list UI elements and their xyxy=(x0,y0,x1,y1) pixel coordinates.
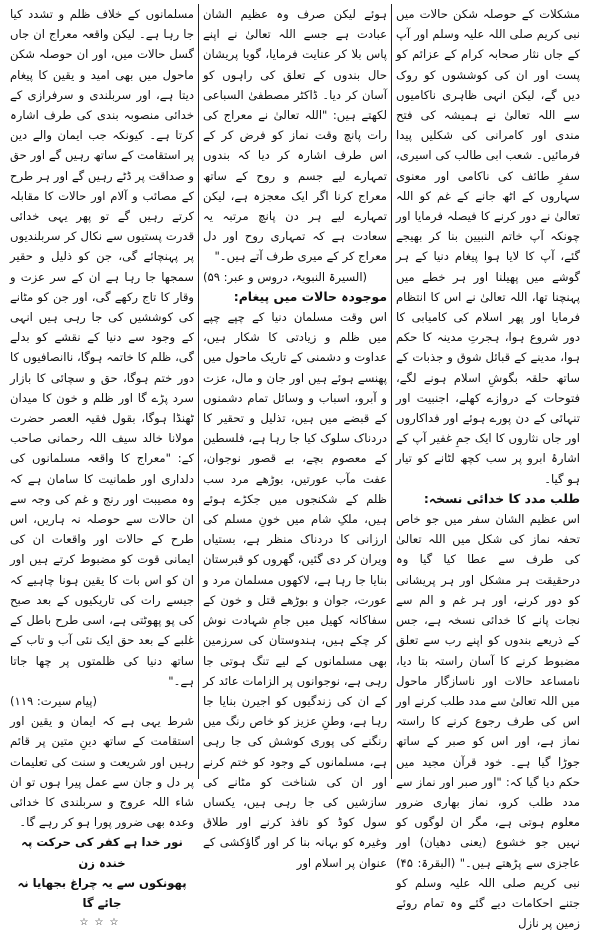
left-paragraph-2: شرط یہی ہے کہ ایمان و یقین اور استقامت کے ساتھ دینِ متین پر قائم رہیں اور شریعت و سنت کی تعلیمات پر دل و جان سے عمل پیرا ہوں تو ان شاء اللہ عروج و سربلندی کا خدائی وعدہ بھی ضرور پورا ہو کر رہے گا۔ xyxy=(10,714,194,830)
column-left xyxy=(6,4,198,929)
right-paragraph-1: مشکلات کے حوصلہ شکن حالات میں نبی کریم صلی اللہ علیہ وسلم اور آپ کے جاں نثار صحابہ کرام کے عزائم کو پست اور ان کی کوششوں کو روک دیں گے، لیکن انہی ظاہری ناکامیوں سے اللہ تعالیٰ نے ہمیشہ کی فتح مندی اور کامرانی کی شکلیں پیدا فرمائیں۔ شعب ابی طالب کی اسیری، سفرِ طائف کی ناکامی اور معنوی سہاروں کے اٹھ جانے کے غم کو اللہ تعالیٰ نے دور کرنے کا فیصلہ فرمایا اور چونکہ آپ خاتم النبیین بنا کر بھیجے گئے، آپ کا لایا ہوا پیغام دنیا کے ہر گوشے میں پھیلنا اور ہر خطے میں پہنچنا تھا، اللہ تعالیٰ نے اس کا انتظام فرمایا اور پھر اسلام کی کامیابی کا دور شروع ہوا، ہجرتِ مدینہ کا حکم ہوا، مدینے کے قبائل شوق و جذبات کے ساتھ حلقہ بگوشِ اسلام ہونے لگے، فتوحات کے دروازے کھلے، اجنبیت اور تنہائی کے دن پورے ہوئے اور فداکاروں اور جاں نثاروں کا ایک جمِ غفیر آپ کے اشارۂ ابرو پر سب کچھ لٹانے کو تیار ہو گیا۔ xyxy=(396,7,580,486)
left-paragraph-1: مسلمانوں کے خلاف ظلم و تشدد کیا جا رہا ہے۔ لیکن واقعہ معراج ان جاں گسل حالات میں، اور ان حوصلہ شکن ماحول میں بھی امید و یقین کا پیغام دیتا ہے، اور سربلندی و سرفرازی کے خدائی منصوبہ بندی کی طرف اشارہ کرتا ہے۔ کیونکہ جب ایمان والے دین پر استقامت کے ساتھ رہیں گے اور حق و صداقت پر ڈٹے رہیں گے اور ہر طرح کے مصائب و آلام اور حالات کا مقابلہ کرتے رہیں گے تو پھر یہی خدائی قدرت پستیوں سے نکال کر سربلندیوں پر پہنچائے گی، جن کو ذلیل و حقیر سمجھا جا رہا ہے ان کے سر عزت و وقار کا تاج رکھے گی، اور جن کو مٹانے کی کوششیں کی جا رہی ہیں انہی کے وجود سے دنیا کے نقشے کو بدلے گی، ظلم کا خاتمہ ہوگا، ناانصافیوں کا دور ختم ہوگا، حق و سچائی کا بازار سرد پڑے گا اور ظلم و خون کا میدان ٹھنڈا ہوگا، بقول فقیہ العصر حضرت مولانا خالد سیف اللہ رحمانی صاحب کے: "معراج کا واقعہ مسلمانوں کی دلداری اور طمانیت کا سامان ہے کہ وہ مصیبت اور رنج و غم کی وجہ سے ان حالات سے حوصلہ نہ ہاریں، اس طرح کے حالات اور واقعات ان کی ایمانی قوت کو مضبوط کرتے ہیں اور ان کو اس بات کا یقین ہونا چاہیے کہ جیسے رات کی تاریکیوں کے بعد صبح کی پو پھوٹتی ہے، اسی طرح باطل کے غلبے کے بعد حق ایک نئی آب و تاب کے ساتھ دنیا کی ظلمتوں پر چھا جاتا ہے۔" xyxy=(10,7,194,688)
right-paragraph-2: اس عظیم الشان سفر میں جو خاص تحفہ نماز کی شکل میں اللہ تعالیٰ کی طرف سے عطا کیا گیا وہ درحقیقت ہر مشکل اور ہر پریشانی کو دور کرنے، اور ہر غم و الم سے نجات پانے کا خدائی نسخہ ہے، جس کے ذریعے بندوں کو اپنے رب سے تعلق مضبوط کرنے کا آسان راستہ بتا دیا، نامساعد حالات اور ناسازگار ماحول میں اللہ تعالیٰ سے مدد طلب کرنے اور اس کی طرف رجوع کرنے کا راستہ نماز ہے، اور اس کو صبر کے ساتھ جوڑا گیا ہے۔ خود قرآن مجید میں حکم دیا گیا کہ: "اور صبر اور نماز سے مدد طلب کرو، نماز بھاری ضرور معلوم ہوتی ہے، مگر ان لوگوں کو نہیں جو خشوع (یعنی دھیان) اور عاجزی سے پڑھتے ہیں۔" (البقرۃ: ۴۵) نبی کریم صلی اللہ علیہ وسلم کو جتنے احکامات دیے گئے وہ تمام روئے زمین پر نازل xyxy=(396,512,580,931)
section-heading-prayer: طلب مدد کا خدائی نسخہ: xyxy=(423,490,580,506)
end-stars: ☆☆☆ xyxy=(79,917,125,929)
verse-line-1: نور خدا ہے کفر کی حرکت پہ خندہ زن xyxy=(21,835,183,870)
middle-citation: (السیرۃ النبویۃ، دروس و عبر: ۵۹) xyxy=(203,269,368,284)
column-middle xyxy=(199,4,391,870)
middle-paragraph-2: اس وقت مسلمان دنیا کے چپے چپے میں ظلم و زیادتی کا شکار ہیں، عداوت و دشمنی کے تاریک ماحول میں پھنسے ہوئے ہیں اور جان و مال، عزت و آبرو، اسباب و وسائل تمام دشمنوں کے قبضے میں ہیں، تذلیل و تحقیر کا دردناک سلوک کیا جا رہا ہے، فلسطین کے معصوم بچے، بے قصور نوجوان، عفت مآب عورتیں، بوڑھے مرد سب ظلم کے شکنجوں میں جکڑے ہوئے ہیں، ملکِ شام میں خونِ مسلم کی ارزانی کا دردناک منظر ہے، بستیاں ویران کر دی گئیں، گھروں کو قبرستان بنایا جا رہا ہے، لاکھوں مسلمان مرد و عورت، جوان و بوڑھے قتل و خون کے سفاکانہ کھیل میں جامِ شہادت نوش کر چکے ہیں، ہندوستان کی سرزمین بھی مسلمانوں کے لیے تنگ ہوتی جا رہی ہے، نوجوانوں پر الزامات عائد کر کے ان کی زندگیوں کو اجیرن بنایا جا رہا ہے، وطنِ عزیز کو خاص رنگ میں رنگنے کی پوری کوشش کی جا رہی ہے، مسلمانوں کے وجود کو ختم کرنے اور ان کی شناخت کو مٹانے کی سازشیں کی جا رہی ہیں، یکساں سول کوڈ کو نافذ کرنے اور طلاق وغیرہ کو بہانہ بنا کر اور گاؤکشی کے عنوان پر اسلام اور xyxy=(203,310,387,870)
middle-paragraph-1: ہوئے لیکن صرف وہ عظیم الشان عبادت ہے جسے اللہ تعالیٰ نے اپنے پاس بلا کر عنایت فرمایا، گویا پریشان حال بندوں کے تعلق کی راہوں کو آسان کر دیا۔ ڈاکٹر مصطفیٰ السباعی لکھتے ہیں: "اللہ تعالیٰ نے معراج کی رات پانچ وقت نماز کو فرض کر کے اس طرف اشارہ کر دیا کہ بندوں تمہارے لیے جسم و روح کے ساتھ معراج کرنا اگر ایک معجزہ ہے، لیکن تمہارے لیے ہر دن پانچ مرتبہ یہ سعادت ہے کہ تمہاری روح اور دل معراج کر کے میری طرف آتے ہیں۔" xyxy=(203,7,387,264)
section-heading-current-situation: موجودہ حالات میں پیغام: xyxy=(233,288,387,304)
left-citation: (پیام سیرت: ۱۱۹) xyxy=(10,693,97,708)
verse-line-2: پھونکوں سے یہ چراغ بجھایا نہ جائے گا xyxy=(17,875,187,910)
column-right xyxy=(392,4,584,931)
